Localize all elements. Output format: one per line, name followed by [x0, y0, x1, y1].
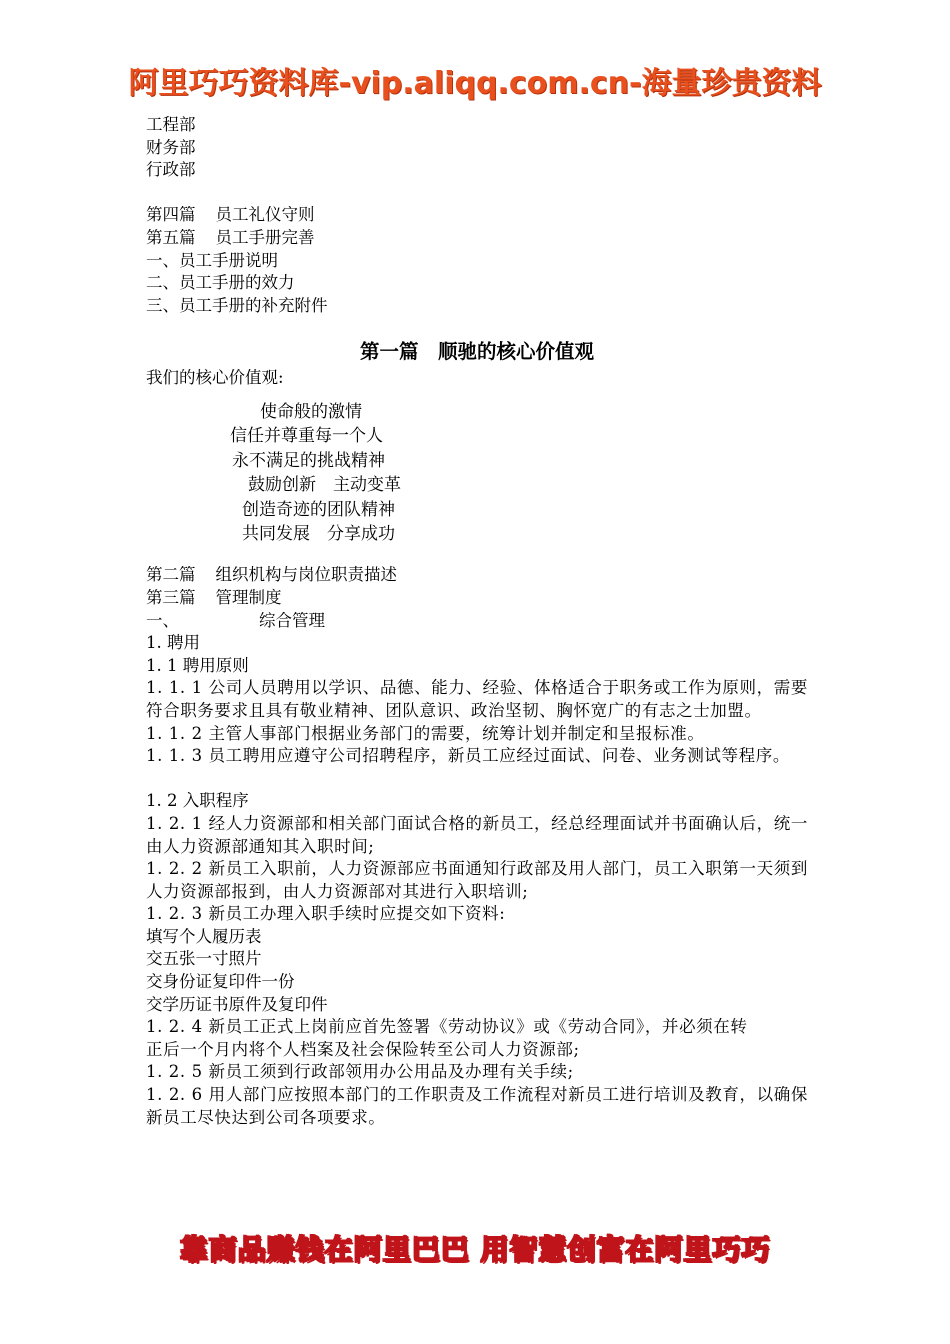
core-value: 鼓励创新 主动变革	[248, 475, 401, 496]
material-item: 交学历证书原件及复印件	[146, 994, 328, 1014]
header-banner: 阿里巧巧资料库-vip.aliqq.com.cn-海量珍贵资料	[128, 66, 822, 101]
toc-department: 行政部	[146, 160, 196, 180]
section-title: 综合管理	[259, 610, 325, 630]
toc-subitem: 三、员工手册的补充附件	[146, 295, 328, 315]
clause-paragraph: 1. 2. 2 新员工入职前，人力资源部应书面通知行政部及用人部门，员工入职第一天须到人力资源部报到，由人力资源部对其进行入职培训;	[146, 859, 808, 901]
core-value: 使命般的激情	[260, 401, 362, 422]
footer-banner: 靠商品赚钱在阿里巴巴 用智慧创富在阿里巧巧	[179, 1233, 771, 1266]
toc-part	[146, 227, 808, 250]
clause-paragraph: 正后一个月内将个人档案及社会保险转至公司人力资源部;	[146, 1039, 580, 1059]
toc-part-number: 第四篇	[146, 205, 196, 225]
part1-heading: 第一篇 顺驰的核心价值观	[359, 340, 594, 364]
clause-paragraph: 1. 2. 4 新员工正式上岗前应首先签署《劳动协议》或《劳动合同》，并必须在转	[146, 1017, 748, 1037]
toc-part-title: 员工礼仪守则	[215, 205, 315, 225]
clause-heading: 1. 2 入职程序	[146, 791, 249, 811]
core-value: 共同发展 分享成功	[242, 523, 395, 544]
core-value: 永不满足的挑战精神	[232, 450, 385, 471]
toc-part	[146, 204, 808, 227]
clause-paragraph: 1. 1. 3 员工聘用应遵守公司招聘程序，新员工应经过面试、问卷、业务测试等程序。	[146, 746, 790, 766]
clause-heading: 1. 1 聘用原则	[146, 655, 249, 675]
clause-paragraph: 1. 2. 3 新员工办理入职手续时应提交如下资料:	[146, 904, 506, 924]
toc-subitem: 二、员工手册的效力	[146, 273, 295, 293]
clause-paragraph: 1. 1. 1 公司人员聘用以学识、品德、能力、经验、体格适合于职务或工作为原则，需要符合职务要求且具有敬业精神、团队意识、政治坚韧、胸怀宽广的有志之士加盟。	[146, 678, 808, 720]
clause-paragraph: 1. 2. 5 新员工须到行政部领用办公用品及办理有关手续;	[146, 1062, 574, 1082]
toc-part-title: 员工手册完善	[215, 227, 315, 247]
material-item: 交五张一寸照片	[146, 949, 262, 969]
clause-heading: 1. 聘用	[146, 633, 200, 653]
toc-part-number: 第五篇	[146, 227, 196, 247]
core-values-intro: 我们的核心价值观:	[146, 368, 284, 388]
core-value: 创造奇迹的团队精神	[242, 499, 395, 520]
toc-part-number: 第二篇	[146, 565, 196, 585]
clause-paragraph: 1. 1. 2 主管人事部门根据业务部门的需要，统筹计划并制定和呈报标准。	[146, 723, 705, 743]
toc-part-title: 管理制度	[215, 587, 282, 607]
toc-subitem: 一、员工手册说明	[146, 250, 278, 270]
material-item: 交身份证复印件一份	[146, 972, 295, 992]
toc-department: 财务部	[146, 137, 196, 157]
toc-part-number: 第三篇	[146, 587, 196, 607]
toc-department: 工程部	[146, 115, 196, 134]
core-values-list	[146, 390, 808, 564]
section-number: 一、	[146, 610, 179, 630]
toc-part-title: 组织机构与岗位职责描述	[215, 565, 397, 585]
clause-paragraph: 1. 2. 6 用人部门应按照本部门的工作职责及工作流程对新员工进行培训及教育，以确保新员工尽快达到公司各项要求。	[146, 1085, 808, 1127]
section-heading	[146, 610, 808, 633]
toc-part	[146, 587, 808, 610]
clause-paragraph: 1. 2. 1 经人力资源部和相关部门面试合格的新员工，经总经理面试并书面确认后，统一由人力资源部通知其入职时间;	[146, 813, 808, 856]
material-item: 填写个人履历表	[146, 926, 262, 946]
toc-part	[146, 564, 808, 587]
document-body	[146, 114, 808, 1129]
core-value: 信任并尊重每一个人	[230, 426, 383, 447]
